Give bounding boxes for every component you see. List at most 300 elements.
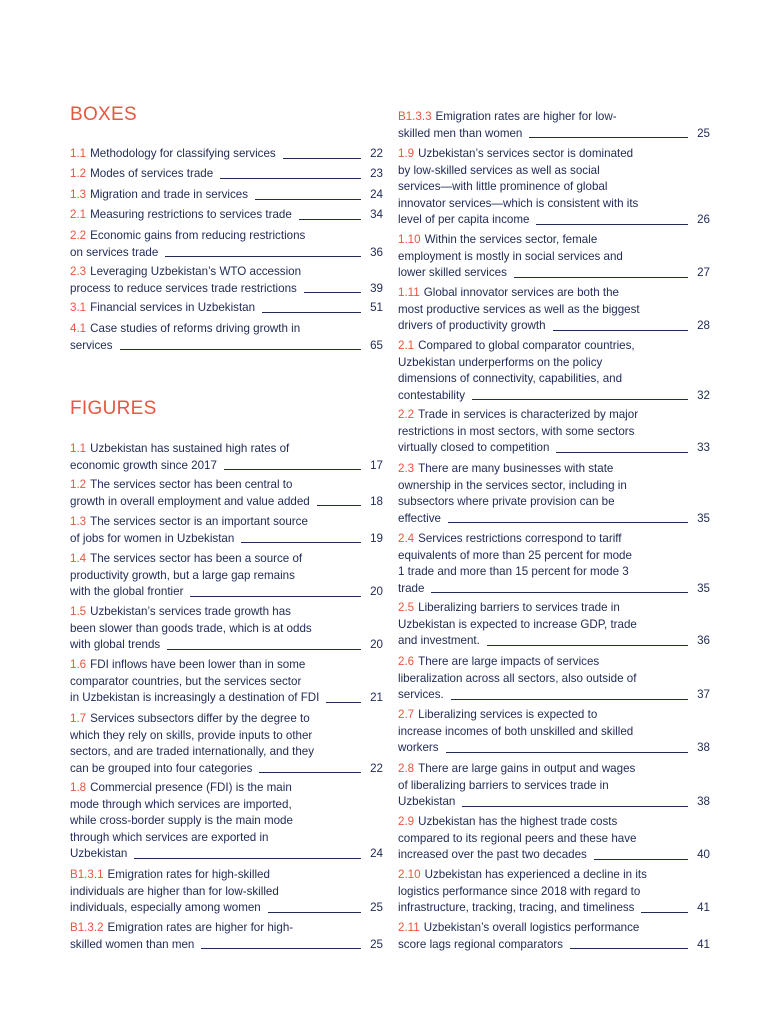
toc-entry-title: Financial services in Uzbekistan — [90, 301, 256, 314]
toc-entry-line — [70, 584, 383, 601]
toc-entry-title: logistics performance since 2018 with regard to — [398, 884, 641, 898]
toc-page-number: 18 — [370, 494, 383, 508]
toc-entry-title: which they rely on skills, provide inputs to other — [70, 728, 313, 742]
toc-entry-line — [70, 531, 383, 548]
toc-entry-line — [398, 761, 710, 778]
toc-entry-line — [398, 564, 710, 581]
toc-entry-line — [70, 514, 383, 531]
toc-leader-line — [529, 137, 688, 138]
toc-leader-line — [134, 858, 361, 859]
toc-entry[interactable] — [398, 920, 710, 953]
toc-entry-line — [398, 794, 710, 811]
toc-entry-line — [70, 744, 383, 761]
toc-entry-number: 1.11 — [398, 286, 420, 299]
toc-entry[interactable] — [398, 338, 710, 404]
toc-entry-line — [398, 461, 710, 478]
toc-entry-title: Methodology for classifying services — [90, 147, 276, 160]
toc-entry-title: individuals, especially among women — [70, 901, 261, 914]
toc-entry-number: 1.7 — [70, 712, 87, 725]
toc-entry-title: There are large impacts of services — [418, 655, 600, 668]
toc-entry-line — [398, 285, 710, 302]
toc-entry-title: economic growth since 2017 — [70, 458, 217, 472]
toc-page-number: 38 — [697, 741, 710, 754]
toc-page-number: 34 — [370, 208, 383, 221]
toc-entry-title: by low-skilled services as well as social — [398, 163, 600, 177]
toc-leader-line — [304, 292, 361, 293]
toc-entry-title: services. — [398, 688, 444, 701]
toc-leader-line — [165, 256, 361, 257]
toc-entry[interactable] — [398, 461, 710, 527]
toc-entry-title: contestability — [398, 388, 466, 402]
toc-entry-title: Leveraging Uzbekistan’s WTO accession — [90, 265, 302, 278]
toc-entry-title: sectors, and are traded internationally, and they — [70, 745, 315, 758]
toc-page-number: 25 — [370, 937, 383, 951]
toc-leader-line — [462, 806, 688, 807]
toc-entry-title: There are many businesses with state — [418, 462, 614, 475]
toc-entry-title: ownership in the services sector, including in — [398, 478, 627, 492]
toc-entry[interactable] — [70, 166, 383, 183]
toc-entry-title: subsectors where private provision can be — [398, 495, 615, 508]
toc-entry-line — [398, 654, 710, 671]
toc-entry-line — [398, 265, 710, 282]
toc-entry-title: Uzbekistan — [70, 847, 128, 860]
toc-entry-title: Uzbekistan has the highest trade costs — [418, 815, 618, 828]
toc-entry-number: 3.1 — [70, 301, 87, 314]
toc-entry-line — [398, 581, 710, 598]
toc-page-number: 24 — [370, 188, 383, 201]
toc-entry-title: The services sector is an important source — [90, 515, 308, 528]
toc-entry-number: 1.5 — [70, 605, 87, 618]
toc-entry-line — [70, 657, 383, 674]
toc-page-number: 33 — [697, 441, 710, 454]
toc-leader-line — [536, 224, 688, 225]
toc-entry-title: innovator services—which is consistent with its — [398, 196, 639, 210]
toc-entry-title: restrictions in most sectors, with some sectors — [398, 424, 635, 438]
toc-entry[interactable] — [398, 707, 710, 757]
toc-entry-title: Uzbekistan has sustained high rates of — [90, 442, 290, 455]
toc-entry-line — [70, 830, 383, 847]
toc-page-number: 41 — [697, 901, 710, 914]
toc-entry-line — [70, 338, 383, 355]
toc-entry-number: B1.3.3 — [398, 110, 432, 123]
toc-entry[interactable] — [398, 654, 710, 704]
toc-entry-number: 2.2 — [398, 408, 415, 421]
toc-entry-number: B1.3.1 — [70, 868, 104, 881]
toc-leader-line — [514, 277, 688, 278]
toc-entry-title: through which services are exported in — [70, 830, 269, 844]
toc-entry-line — [70, 441, 383, 458]
toc-entry-number: 1.1 — [70, 442, 87, 455]
toc-entry[interactable] — [70, 146, 383, 163]
toc-entry-line — [398, 531, 710, 548]
toc-entry-line — [398, 440, 710, 457]
toc-entry-title: in Uzbekistan is increasingly a destination of FDI — [70, 691, 320, 704]
toc-entry-title: skilled men than women — [398, 126, 523, 140]
toc-page-number: 26 — [697, 213, 710, 226]
toc-entry-number: 2.5 — [398, 601, 415, 614]
toc-entry-number: 2.1 — [398, 339, 415, 352]
toc-entry-line — [70, 494, 383, 511]
toc-entry[interactable] — [70, 711, 383, 777]
toc-entry[interactable] — [398, 867, 710, 917]
toc-page-number: 35 — [697, 581, 710, 595]
toc-entry-title: been slower than goods trade, which is at odds — [70, 621, 312, 635]
toc-entry-line — [70, 867, 383, 884]
toc-entry-title: can be grouped into four categories — [70, 761, 253, 775]
toc-entry-title: Case studies of reforms driving growth in — [90, 322, 301, 335]
toc-entry-number: 2.3 — [70, 265, 87, 278]
toc-entry-title: Within the services sector, female — [424, 233, 598, 246]
toc-entry-line — [398, 163, 710, 180]
toc-entry-number: 1.8 — [70, 781, 87, 794]
toc-entry-number: 1.6 — [70, 658, 87, 671]
toc-entry-line — [398, 478, 710, 495]
toc-entry[interactable] — [398, 531, 710, 597]
toc-entry-title: workers — [398, 741, 439, 754]
toc-entry-title: 1 trade and more than 15 percent for mode 3 — [398, 565, 629, 578]
toc-entry-title: trade — [398, 581, 425, 595]
toc-entry-line — [70, 621, 383, 638]
toc-entry-number: 2.1 — [70, 208, 87, 221]
toc-entry[interactable] — [70, 321, 383, 354]
toc-entry[interactable] — [70, 920, 383, 953]
toc-entry-number: 1.1 — [70, 147, 87, 160]
toc-entry[interactable] — [398, 814, 710, 864]
toc-entry[interactable] — [398, 285, 710, 335]
toc-entry-line — [70, 797, 383, 814]
toc-entry[interactable] — [70, 187, 383, 204]
toc-entry-title: level of per capita income — [398, 213, 530, 226]
toc-entry-title: individuals are higher than for low-skilled — [70, 884, 279, 898]
toc-leader-line — [241, 542, 361, 543]
toc-entry[interactable] — [398, 109, 710, 142]
toc-entry-line — [398, 724, 710, 741]
toc-entry-title: Uzbekistan’s services sector is dominated — [418, 147, 634, 160]
toc-entry-title: growth in overall employment and value added — [70, 494, 310, 508]
toc-entry-title: mode through which services are imported, — [70, 797, 292, 811]
toc-entry-title: Global innovator services are both the — [423, 286, 619, 299]
toc-entry-title: services — [70, 338, 113, 352]
toc-leader-line — [190, 596, 361, 597]
toc-entry-number: 2.7 — [398, 708, 415, 721]
toc-entry-title: on services trade — [70, 245, 159, 259]
toc-entry-title: increased over the past two decades — [398, 848, 587, 861]
toc-entry-title: services—with little prominence of global — [398, 180, 608, 193]
toc-page-number: 20 — [370, 638, 383, 651]
toc-entry-title: There are large gains in output and wages — [418, 762, 636, 775]
toc-entry-line — [70, 300, 383, 317]
toc-entry-line — [398, 249, 710, 266]
toc-entry[interactable] — [70, 867, 383, 917]
toc-leader-line — [446, 752, 688, 753]
toc-entry-line — [70, 321, 383, 338]
toc-entry-line — [70, 568, 383, 585]
toc-page-number: 19 — [370, 531, 383, 545]
toc-entry-title: The services sector has been central to — [90, 478, 293, 491]
toc-entry-line — [70, 477, 383, 494]
toc-entry-number: 2.10 — [398, 868, 421, 881]
toc-entry-title: Uzbekistan’s services trade growth has — [90, 605, 291, 618]
toc-page-number: 65 — [370, 338, 383, 352]
toc-entry-line — [70, 604, 383, 621]
toc-leader-line — [431, 592, 688, 593]
toc-leader-line — [299, 219, 361, 220]
toc-leader-line — [472, 399, 688, 400]
toc-entry-title: The services sector has been a source of — [90, 552, 303, 565]
toc-entry[interactable] — [70, 228, 383, 261]
toc-entry[interactable] — [70, 264, 383, 297]
toc-entry[interactable] — [70, 604, 383, 654]
toc-page-number: 38 — [697, 795, 710, 808]
toc-entry-line — [398, 179, 710, 196]
toc-entry-number: 2.4 — [398, 532, 415, 545]
toc-entry-line — [398, 937, 710, 954]
toc-entry-line — [398, 900, 710, 917]
toc-entry-title: while cross-border supply is the main mode — [70, 814, 293, 827]
toc-entry-title: productivity growth, but a large gap remains — [70, 568, 295, 582]
toc-page-number: 27 — [697, 266, 710, 279]
toc-entry-title: Uzbekistan is expected to increase GDP, trade — [398, 617, 637, 631]
toc-entry-line — [398, 633, 710, 650]
toc-entry-line — [398, 126, 710, 143]
toc-page-number: 22 — [370, 147, 383, 160]
toc-entry-line — [398, 109, 710, 126]
toc-entry-line — [70, 458, 383, 475]
toc-entry-number: 1.3 — [70, 188, 87, 201]
toc-entry-title: Modes of services trade — [90, 167, 214, 180]
toc-entry[interactable] — [398, 600, 710, 650]
toc-entry-number: 1.9 — [398, 147, 415, 160]
toc-entry-line — [398, 318, 710, 335]
toc-entry[interactable] — [398, 146, 710, 229]
toc-entry[interactable] — [70, 441, 383, 474]
toc-entry-title: liberalization across all sectors, also outside of — [398, 671, 637, 685]
toc-entry-title: Uzbekistan has experienced a decline in its — [424, 868, 647, 881]
toc-entry-number: 2.8 — [398, 762, 415, 775]
toc-entry-line — [398, 847, 710, 864]
toc-entry-title: of liberalizing barriers to services trade in — [398, 778, 609, 792]
toc-entry-title: Trade in services is characterized by major — [418, 408, 639, 421]
toc-entry-title: skilled women than men — [70, 937, 195, 951]
toc-entry-title: Liberalizing services is expected to — [418, 708, 598, 721]
toc-page-number: 28 — [697, 319, 710, 332]
toc-entry-line — [70, 674, 383, 691]
toc-entry-line — [70, 920, 383, 937]
toc-entry-line — [398, 212, 710, 229]
toc-entry-number: 2.9 — [398, 815, 415, 828]
toc-leader-line — [641, 912, 688, 913]
toc-entry-line — [398, 494, 710, 511]
toc-entry-number: 1.3 — [70, 515, 87, 528]
toc-leader-line — [283, 158, 361, 159]
toc-entry-title: and investment. — [398, 634, 480, 647]
toc-entry-number: 1.4 — [70, 552, 87, 565]
toc-leader-line — [594, 859, 688, 860]
toc-entry-title: effective — [398, 511, 441, 525]
toc-leader-line — [167, 649, 361, 650]
toc-entry-title: Uzbekistan — [398, 795, 456, 808]
toc-page-number: 22 — [370, 761, 383, 775]
toc-page-number: 35 — [697, 511, 710, 525]
toc-entry-title: most productive services as well as the biggest — [398, 302, 640, 316]
toc-entry-line — [398, 196, 710, 213]
toc-entry[interactable] — [398, 407, 710, 457]
toc-leader-line — [317, 505, 361, 506]
toc-leader-line — [255, 199, 361, 200]
toc-entry-line — [398, 548, 710, 565]
toc-entry-title: dimensions of connectivity, capabilities, and — [398, 372, 623, 385]
toc-entry-line — [70, 884, 383, 901]
toc-entry-title: Uzbekistan underperforms on the policy — [398, 355, 603, 369]
toc-entry-line — [70, 637, 383, 654]
toc-entry[interactable] — [70, 780, 383, 863]
toc-entry-line — [398, 600, 710, 617]
toc-entry-number: 2.3 — [398, 462, 415, 475]
toc-entry-title: virtually closed to competition — [398, 441, 550, 454]
toc-entry-line — [70, 551, 383, 568]
toc-page-number: 20 — [370, 585, 383, 598]
toc-entry-line — [398, 740, 710, 757]
toc-entry-line — [398, 867, 710, 884]
toc-entry-line — [398, 388, 710, 405]
toc-page-number: 25 — [697, 126, 710, 140]
toc-entry-title: of jobs for women in Uzbekistan — [70, 531, 235, 545]
toc-entry-title: Compared to global comparator countries, — [418, 339, 635, 352]
toc-entry-line — [398, 617, 710, 634]
toc-leader-line — [259, 772, 361, 773]
toc-page-number: 36 — [697, 634, 710, 647]
toc-entry-title: employment is mostly in social services and — [398, 249, 623, 263]
toc-entry[interactable] — [70, 551, 383, 601]
toc-entry[interactable] — [70, 514, 383, 547]
toc-entry-title: FDI inflows have been lower than in some — [90, 658, 306, 671]
toc-leader-line — [487, 645, 688, 646]
toc-entry-title: Services subsectors differ by the degree to — [90, 712, 310, 725]
toc-page-number: 40 — [697, 848, 710, 861]
toc-page-number: 24 — [370, 847, 383, 860]
toc-entry-title: comparator countries, but the services sector — [70, 674, 302, 688]
toc-entry-line — [398, 232, 710, 249]
toc-entry-line — [398, 707, 710, 724]
toc-entry-line — [70, 245, 383, 262]
toc-entry-line — [398, 831, 710, 848]
toc-leader-line — [326, 702, 361, 703]
toc-entry-title: Services restrictions correspond to tariff — [418, 532, 622, 545]
toc-entry-title: Migration and trade in services — [90, 188, 249, 201]
toc-entry[interactable] — [398, 232, 710, 282]
toc-entry-line — [70, 761, 383, 778]
toc-entry-line — [70, 146, 383, 163]
toc-entry-line — [70, 690, 383, 707]
toc-page-number: 32 — [697, 388, 710, 402]
figures-heading: FIGURES — [70, 398, 157, 419]
toc-entry-number: 4.1 — [70, 322, 87, 335]
toc-entry-title: process to reduce services trade restrictions — [70, 281, 297, 295]
toc-entry-line — [398, 778, 710, 795]
toc-entry[interactable] — [70, 207, 383, 224]
toc-entry[interactable] — [70, 300, 383, 317]
toc-leader-line — [451, 699, 688, 700]
toc-entry-line — [398, 146, 710, 163]
toc-page-number: 23 — [370, 167, 383, 180]
toc-leader-line — [201, 948, 361, 949]
toc-page-number: 25 — [370, 901, 383, 914]
toc-entry-line — [70, 228, 383, 245]
toc-entry-title: compared to its regional peers and these have — [398, 831, 637, 845]
toc-entry[interactable] — [70, 477, 383, 510]
toc-entry-number: 1.2 — [70, 167, 87, 180]
toc-entry-line — [70, 846, 383, 863]
toc-entry-line — [70, 187, 383, 204]
toc-page-number: 37 — [697, 688, 710, 701]
toc-leader-line — [224, 469, 361, 470]
toc-leader-line — [120, 349, 361, 350]
toc-page-number: 39 — [370, 281, 383, 295]
toc-entry-title: lower skilled services — [398, 266, 507, 279]
toc-entry-line — [70, 937, 383, 954]
toc-entry-number: 2.2 — [70, 229, 87, 242]
toc-entry-line — [398, 671, 710, 688]
toc-entry[interactable] — [398, 761, 710, 811]
toc-entry-title: equivalents of more than 25 percent for mode — [398, 548, 632, 562]
toc-entry-line — [70, 900, 383, 917]
toc-entry-line — [398, 302, 710, 319]
toc-leader-line — [268, 912, 361, 913]
toc-entry-title: with the global frontier — [70, 585, 184, 598]
toc-entry-number: 1.10 — [398, 233, 421, 246]
toc-entry-line — [398, 355, 710, 372]
toc-page-number: 36 — [370, 245, 383, 259]
toc-entry-line — [398, 407, 710, 424]
toc-entry-line — [398, 884, 710, 901]
toc-entry-line — [398, 814, 710, 831]
toc-entry-line — [70, 207, 383, 224]
toc-entry-line — [398, 338, 710, 355]
toc-page-number: 21 — [370, 691, 383, 704]
toc-leader-line — [262, 312, 361, 313]
toc-entry-line — [398, 424, 710, 441]
toc-entry-line — [70, 264, 383, 281]
toc-entry-line — [398, 511, 710, 528]
toc-entry[interactable] — [70, 657, 383, 707]
toc-entry-title: Emigration rates are higher for high- — [107, 921, 294, 934]
boxes-heading: BOXES — [70, 104, 137, 125]
toc-entry-line — [70, 813, 383, 830]
toc-entry-title: increase incomes of both unskilled and skilled — [398, 724, 634, 738]
toc-leader-line — [553, 330, 688, 331]
toc-entry-line — [70, 281, 383, 298]
toc-entry-line — [398, 371, 710, 388]
toc-leader-line — [556, 452, 688, 453]
toc-entry-title: score lags regional comparators — [398, 937, 563, 951]
toc-entry-line — [70, 728, 383, 745]
toc-page-number: 41 — [697, 937, 710, 951]
toc-entry-title: Emigration rates for high-skilled — [107, 868, 270, 881]
toc-entry-number: 2.6 — [398, 655, 415, 668]
toc-entry-number: 1.2 — [70, 478, 87, 491]
toc-entry-title: with global trends — [70, 638, 161, 651]
toc-entry-title: Emigration rates are higher for low- — [435, 110, 617, 123]
toc-entry-title: Liberalizing barriers to services trade in — [418, 601, 620, 614]
toc-page-number: 17 — [370, 458, 383, 472]
toc-entry-number: B1.3.2 — [70, 921, 104, 934]
toc-entry-line — [70, 711, 383, 728]
toc-entry-number: 2.11 — [398, 921, 420, 934]
toc-entry-title: Economic gains from reducing restrictions — [90, 229, 306, 242]
toc-entry-title: Measuring restrictions to services trade — [90, 208, 292, 221]
toc-page-number: 51 — [370, 301, 383, 314]
toc-entry-line — [398, 920, 710, 937]
